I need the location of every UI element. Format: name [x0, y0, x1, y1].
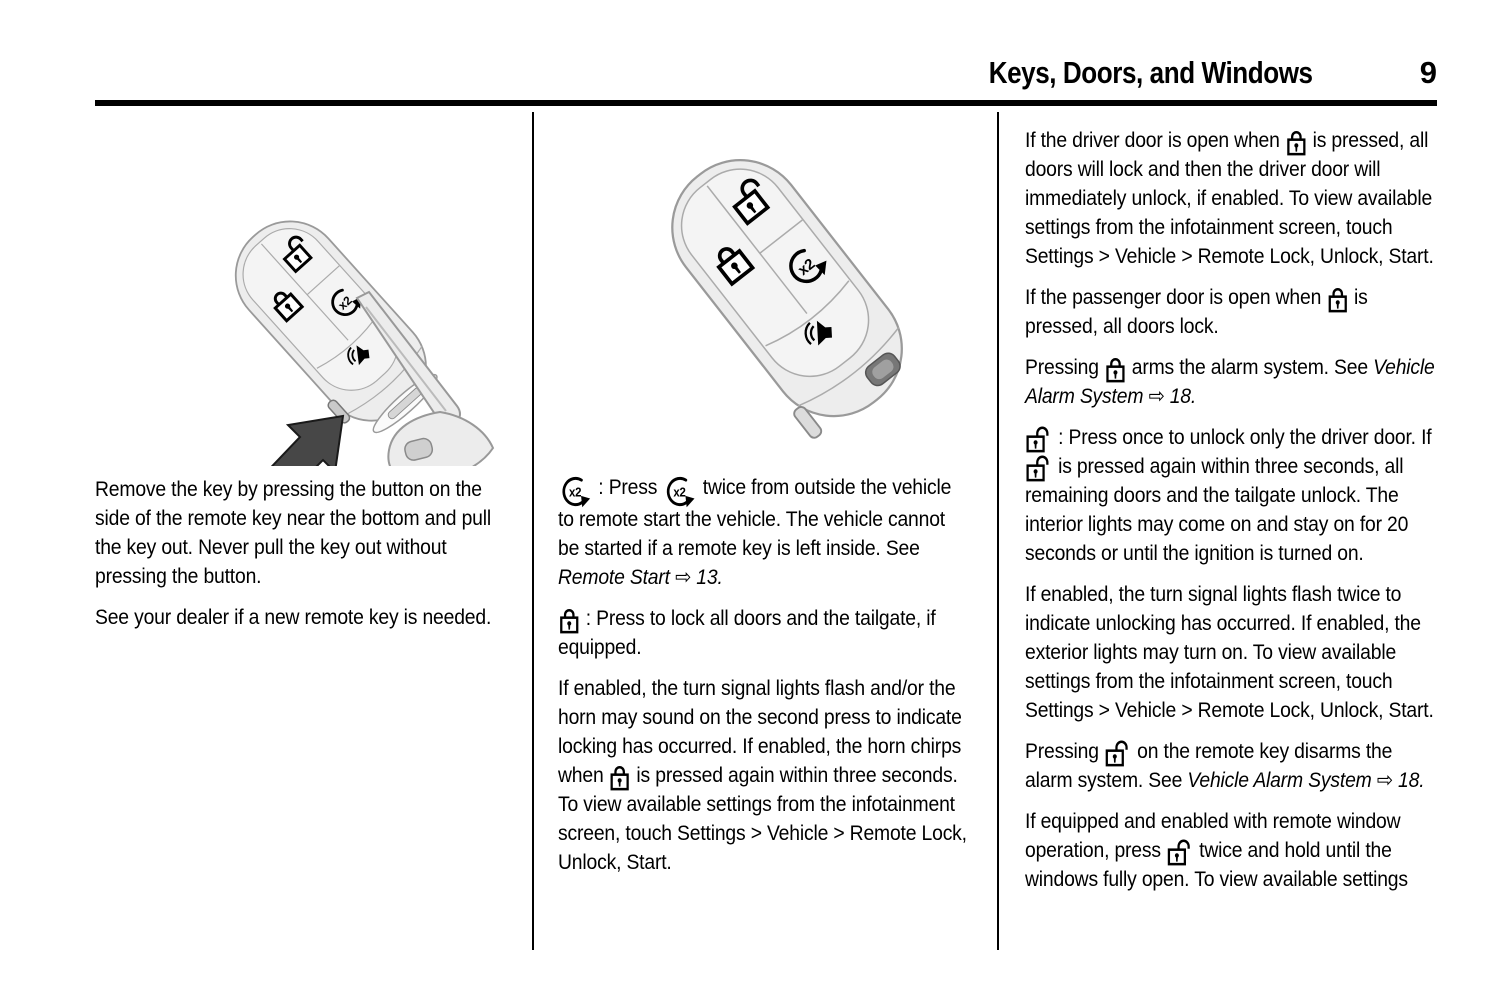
paragraph: If equipped and enabled with remote window operation, press twice and hold until the windows fully open. To view available settings — [1025, 809, 1408, 891]
remote-key-fob-illustration — [210, 200, 451, 450]
column-2 — [558, 110, 970, 889]
unlock-icon — [1026, 454, 1052, 482]
paragraph: See your dealer if a new remote key is needed. — [95, 605, 492, 629]
paragraph: Pressing arms the alarm system. See Vehicle Alarm System ⇨ 18. — [1025, 355, 1435, 408]
unlock-icon — [1105, 739, 1131, 767]
paragraph: If the driver door is open when is pressed, all doors will lock and then the driver door will immediately unlock, if enabled. To view available settings from the infotainment screen, touch Settings > Vehicle > Remote Lock, Unlock, Start. — [1025, 128, 1434, 268]
column-3 — [1025, 110, 1437, 906]
lock-icon — [1105, 355, 1126, 383]
remote-key-figure — [558, 116, 972, 466]
column-2-text — [558, 473, 970, 877]
column-divider — [997, 112, 999, 950]
paragraph: If enabled, the turn signal lights flash twice to indicate unlocking has occurred. If enabled, the exterior lights may turn on. To view available settings from the infotainment screen, touch Settings > Vehicle > Remote Lock, Unlock, Start. — [1025, 582, 1434, 722]
lock-icon — [610, 763, 631, 791]
page-number: 9 — [1419, 55, 1437, 90]
column-divider — [532, 112, 534, 950]
paragraph: If enabled, the turn signal lights flash and/or the horn may sound on the second press to indicate locking has occurred. If enabled, the horn chirps when is pressed again within three seconds. To view available settings from the infotainment screen, touch Settings > Vehicle > Remote Lock, Unlock, Start. — [558, 676, 967, 874]
pointer-arrow — [257, 416, 343, 466]
lock-icon — [1327, 285, 1348, 313]
paragraph: Remove the key by pressing the button on the side of the remote key near the bottom and pull the key out. Never pull the key out without pressing the button. — [95, 477, 491, 588]
remote-key-fob-illustration — [642, 134, 928, 446]
paragraph: Pressing on the remote key disarms the alarm system. See Vehicle Alarm System ⇨ 18. — [1025, 739, 1425, 792]
header-rule — [95, 100, 1437, 106]
paragraph: : Press to lock all doors and the tailgate, if equipped. — [558, 606, 936, 659]
unlock-icon — [1167, 838, 1193, 866]
column-1-text — [95, 475, 507, 632]
unlock-icon — [1026, 425, 1052, 453]
lock-icon — [1286, 128, 1307, 156]
paragraph: : Press twice from outside the vehicle to remote start the vehicle. The vehicle cannot be started if a remote key is left inside. See Remote Start ⇨ 13. — [558, 475, 952, 589]
remote-start-icon — [663, 474, 696, 509]
column-3-text — [1025, 126, 1437, 894]
lock-icon — [559, 606, 580, 634]
remote-start-icon — [559, 474, 592, 509]
paragraph: If the passenger door is open when is pressed, all doors lock. — [1025, 285, 1368, 338]
column-1 — [95, 110, 507, 644]
page-title: Keys, Doors, and Windows — [989, 55, 1313, 90]
paragraph: : Press once to unlock only the driver door. If is pressed again within three seconds, all remaining doors and the tailgate unlock. The interior lights may come on and stay on for 20 seconds or until the ignition is turned on. — [1025, 425, 1432, 565]
key-removal-figure — [95, 116, 507, 466]
